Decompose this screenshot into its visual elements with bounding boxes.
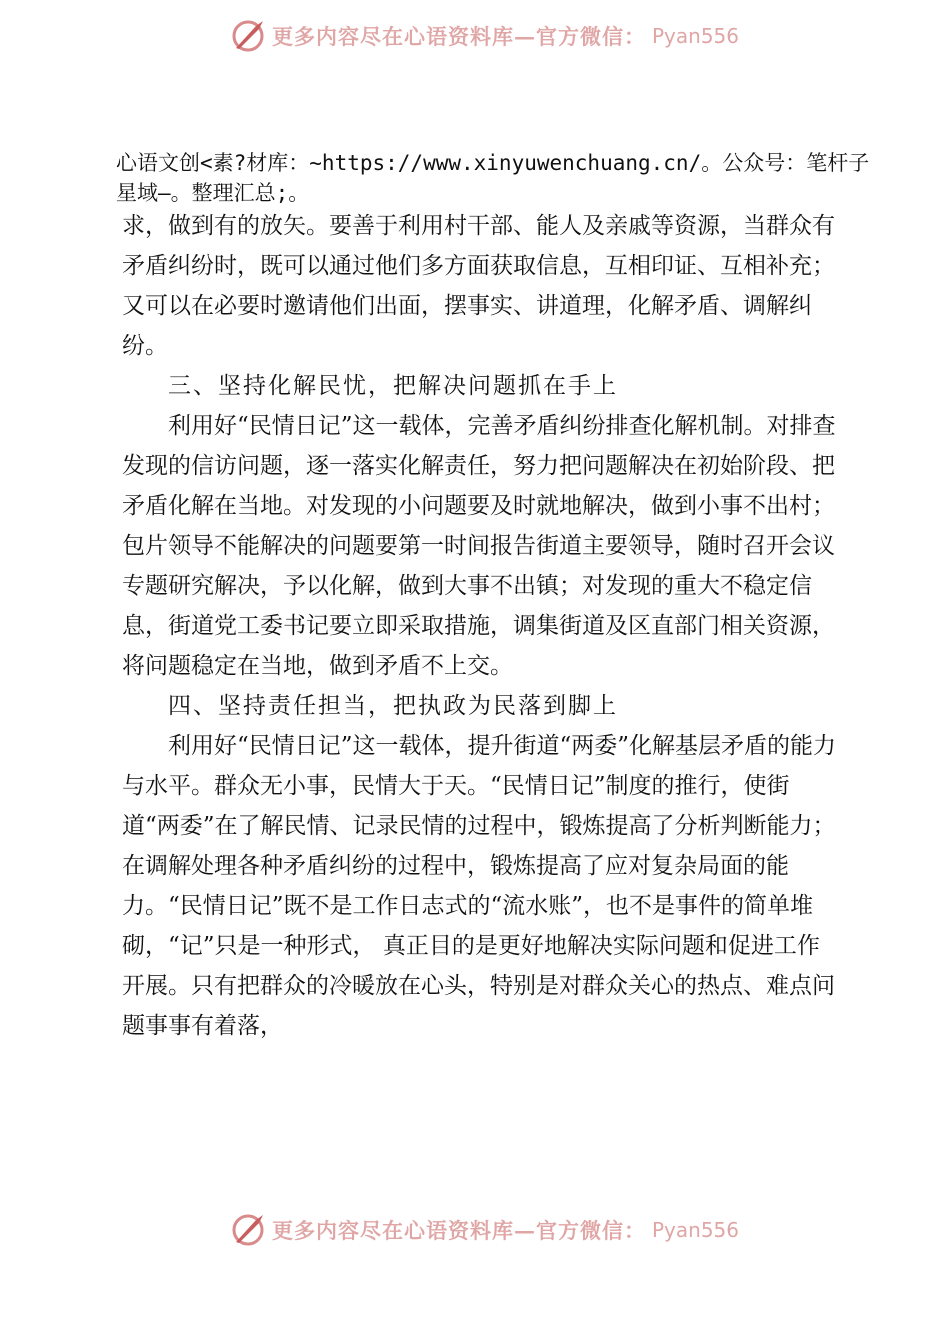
paragraph: 利用好“民情日记”这一载体，提升街道“两委”化解基层矛盾的能力与水平。群众无小事，民情大于天。“民情日记”制度的推行，使街道“两委”在了解民情、记录民情的过程中，锻炼提高了分析判断能力；在调解处理各种矛盾纠纷的过程中，锻炼提高了应对复杂局面的能力。“民情日记”既不是工作日志式的“流水账”，也不是事件的简单堆砌，“记”只是一种形式， 真正目的是更好地解决实际问题和促进工作开展。只有把群众的冷暖放在心头，特别是对群众关心的热点、难点问题事事有着落， — [122, 733, 837, 1039]
section-heading-3: 三、坚持化解民忧，把解决问题抓在手上 — [168, 373, 618, 399]
watermark-text: 更多内容尽在心语资料库—官方微信： — [272, 1218, 646, 1243]
source-note: 心语文创<素?材库：~https://www.xinyuwenchuang.cn/。公众号：笔杆子星域—。整理汇总;。 — [116, 151, 870, 205]
watermark-text: 更多内容尽在心语资料库—官方微信： — [272, 24, 646, 49]
section-heading-4: 四、坚持责任担当，把执政为民落到脚上 — [168, 693, 618, 719]
paragraph-continuation: 求，做到有的放矢。要善于利用村干部、能人及亲戚等资源，当群众有矛盾纠纷时，既可以通过他们多方面获取信息，互相印证、互相补充；又可以在必要时邀请他们出面，摆事实、讲道理，化解矛盾、调解纠纷。 — [122, 213, 835, 359]
document-body — [122, 206, 842, 1046]
paragraph: 利用好“民情日记”这一载体，完善矛盾纠纷排查化解机制。对排查发现的信访问题，逐一落实化解责任，努力把问题解决在初始阶段、把矛盾化解在当地。对发现的小问题要及时就地解决，做到小事不出村；包片领导不能解决的问题要第一时间报告街道主要领导，随时召开会议专题研究解决，予以化解，做到大事不出镇；对发现的重大不稳定信息，街道党工委书记要立即采取措施，调集街道及区直部门相关资源，将问题稳定在当地，做到矛盾不上交。 — [122, 413, 836, 679]
watermark-wechat-id: Pyan556 — [652, 1218, 740, 1242]
quill-circle-icon — [230, 1212, 266, 1248]
watermark-header — [230, 16, 739, 56]
quill-circle-icon — [230, 18, 266, 54]
watermark-wechat-id: Pyan556 — [652, 24, 740, 48]
watermark-footer — [230, 1210, 739, 1250]
